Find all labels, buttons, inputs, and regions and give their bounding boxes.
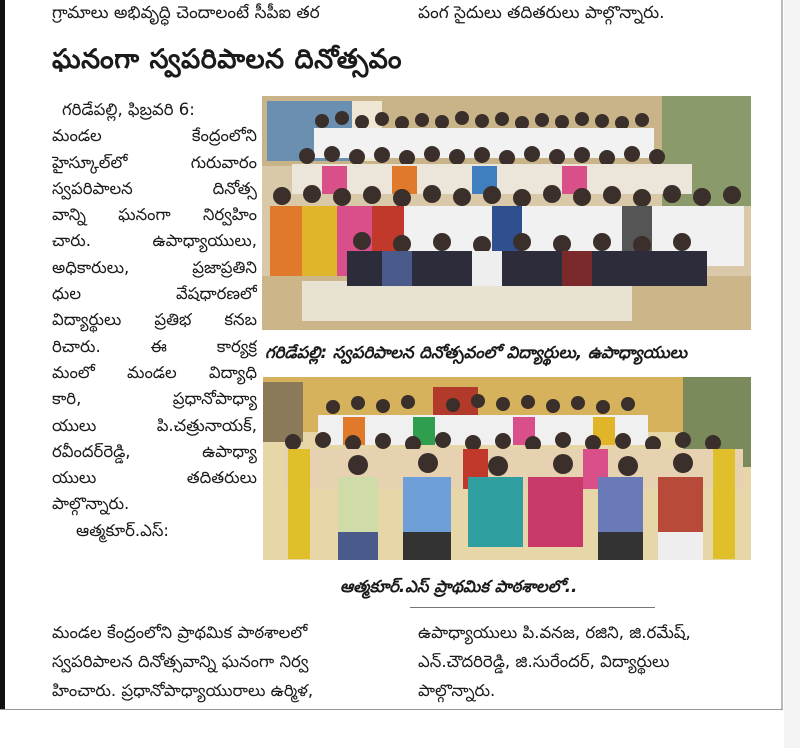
body-line: మండల కేంద్రంలోని <box>52 126 257 146</box>
adjacent-page-strip <box>784 0 800 748</box>
body-line: రవీందర్‌రెడ్డి, ఉపాధ్యా <box>52 441 257 461</box>
body-line: హైస్కూల్‌లో గురువారం <box>52 152 257 172</box>
previous-article-tail-left: గ్రామాలు అభివృద్ధి చెందాలంటే సీపీఐ తర <box>52 3 320 23</box>
body-line: హించారు. ప్రధానోపాధ్యాయురాలు ఉర్మిళ, <box>52 681 314 700</box>
body-line: రిచారు. ఈ కార్యక్ర <box>52 336 257 356</box>
body-line: ధుల వేషధారణలో <box>52 284 257 304</box>
previous-article-tail-right: పంగ సైదులు తదితరులు పాల్గొన్నారు. <box>418 3 665 23</box>
body-line: యులు తదితరులు <box>52 468 257 488</box>
body-line: పాల్గొన్నారు. <box>418 681 496 700</box>
body-line: స్వపరిపాలన దినోత్సవాన్ని ఘనంగా నిర్వ <box>52 652 309 671</box>
body-line: స్వపరిపాలన దినోత్స <box>52 178 257 198</box>
article-bottom-right <box>418 618 768 705</box>
body-line-dateline: గరిడేపల్లి, ఫిబ్రవరి 6: <box>62 100 195 119</box>
body-line: కారి, ప్రధానోపాధ్యా <box>52 389 257 409</box>
body-line-dateline-2: ఆత్మకూర్‌.ఎస్‌: <box>76 520 169 540</box>
article-left-column <box>52 97 257 544</box>
body-line: ఉపాధ్యాయులు పి.వనజ, రజిని, జి.రమేష్‌, <box>418 623 691 642</box>
body-line: యులు పి.చత్రునాయక్‌, <box>52 415 257 435</box>
photo-caption-highschool: గరిడేపల్లి: స్వపరిపాలన దినోత్సవంలో విద్యార్థులు, ఉపాధ్యాయులు <box>265 343 688 362</box>
group-photo-primary-school-image <box>263 377 751 560</box>
group-photo-primary-school <box>263 377 751 560</box>
body-line: అధికారులు, ప్రజాప్రతిని <box>52 257 257 277</box>
page-left-border <box>0 0 5 710</box>
photo-caption-primary-school: ఆత్మకూర్‌.ఎస్‌ ప్రాథమిక పాఠశాలలో.. <box>340 577 578 596</box>
article-headline: ఘనంగా స్వపరిపాలన దినోత్సవం <box>52 44 403 75</box>
group-photo-highschool-image <box>262 96 751 330</box>
body-line: మంలో మండల విద్యాధి <box>52 362 257 382</box>
body-line: ఎన్‌.చౌదరిరెడ్డి, జి.సురేందర్‌, విద్యార్థులు <box>418 652 670 671</box>
caption-divider <box>410 607 655 608</box>
group-photo-highschool <box>262 96 751 330</box>
page-right-border <box>781 0 783 710</box>
body-line: చారు. ఉపాధ్యాయులు, <box>52 231 257 251</box>
body-line: వాన్ని ఘనంగా నిర్వహిం <box>52 205 257 225</box>
page-bottom-rule <box>0 709 783 710</box>
body-line: విద్యార్థులు ప్రతిభ కనబ <box>52 310 257 330</box>
body-line: పాల్గొన్నారు. <box>52 494 130 514</box>
body-line: మండల కేంద్రంలోని ప్రాథమిక పాఠశాలలో <box>52 623 308 642</box>
article-bottom-left <box>52 618 397 705</box>
